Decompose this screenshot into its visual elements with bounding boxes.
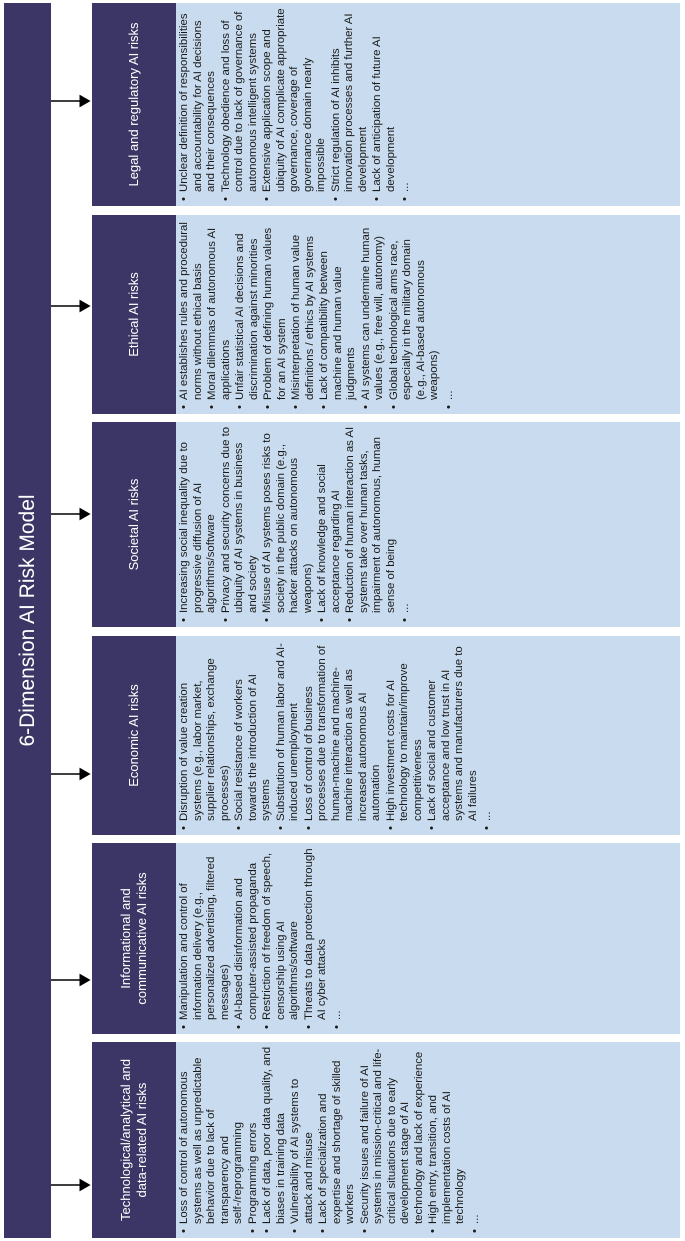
panel-title-informational: Informational and communicative AI risks [92, 843, 176, 1034]
list-item: • Misuse of AI systems poses risks to society in the public domain (e.g., hacker attacks on autonomous weapons) [261, 426, 315, 613]
list-item: • Privacy and security concerns due to ubiquity of AI systems in business and society [220, 426, 261, 613]
list-item: • Misinterpretation of human value definitions / ethics by AI systems [290, 219, 317, 400]
panel-title-legal: Legal and regulatory AI risks [92, 3, 176, 206]
list-item: • Global technological arms race, especially in the military domain (e.g., AI-based autonomous weapons) [388, 219, 442, 400]
list-item: • Programming errors [247, 1046, 261, 1224]
list-item: • Increasing social inequality due to progressive diffusion of AI algorithms/software [178, 426, 219, 613]
list-item: • High investment costs for AI technology to maintain/improve competitiveness [385, 640, 426, 821]
list-item: • Unfair statistical AI decisions and discrimination against minorities [234, 219, 261, 400]
list-item: • ... [469, 1046, 483, 1224]
list-item: • Technology obedience and loss of control due to lack of governance of autonomous intelligent systems [220, 7, 261, 192]
panel-title-ethical: Ethical AI risks [92, 215, 176, 414]
risk-list-legal [178, 3, 414, 206]
list-item: • Threats to data protection through AI cyber attacks [303, 847, 330, 1020]
list-item: • Problem of defining human values for an AI system [262, 219, 289, 400]
list-item: • Manipulation and control of information delivery (e.g., personalized advertising, filtered messages) [178, 847, 232, 1020]
list-item: • Strict regulation of AI inhibits innovation processes and further AI development [330, 7, 371, 192]
list-item: • AI-based disinformation and computer-assisted propaganda [233, 847, 260, 1020]
panel-economic [92, 636, 680, 835]
list-item: • Moral dilemmas of autonomous AI applications [206, 219, 233, 400]
list-item: • Substitution of human labor and AI-induced unemployment [275, 640, 302, 821]
list-item: • Loss of control of business processes due to transformation of human-machine and machine-machine interaction as well as increased autonomous AI automation [303, 640, 384, 821]
risk-list-informational [178, 843, 345, 1034]
list-item: • Disruption of value creation systems (e.g., labor market, supplier relationships, exchange processes) [178, 640, 232, 821]
list-item: • Security issues and failure of AI systems in mission-critical and life-critical situations due to early development stage of AI technology and lack of experience [359, 1046, 427, 1224]
list-item: • ... [399, 7, 413, 192]
panel-technological [92, 1042, 680, 1238]
list-item: • AI systems can undermine human values (e.g., free will, autonomy) [360, 219, 387, 400]
panel-ethical [92, 215, 680, 414]
risk-list-societal [178, 422, 414, 627]
list-item: • Lack of compatibility between machine and human value judgments [318, 219, 359, 400]
list-item: • Loss of control of autonomous systems as well as unpredictable behavior due to lack of transparency and self-/reprogramming [178, 1046, 246, 1224]
panel-title-economic: Economic AI risks [92, 636, 176, 835]
list-item: • ... [443, 219, 457, 400]
list-item: • Social resistance of workers towards the introduction of AI systems [233, 640, 274, 821]
risk-list-economic [178, 636, 496, 835]
panel-informational [92, 843, 680, 1034]
list-item: • ... [399, 426, 413, 613]
list-item: • Unclear definition of responsibilities and accountability for AI decisions and their consequences [178, 7, 219, 192]
list-item: • High entry, transition, and implementation costs of AI technology [427, 1046, 468, 1224]
list-item: • ... [481, 640, 495, 821]
list-item: • Lack of specialization and expertise and shortage of skilled workers [317, 1046, 358, 1224]
list-item: • Lack of social and customer acceptance and low trust in AI systems and manufacturers due to AI failures [426, 640, 480, 821]
list-item: • Lack of anticipation of future AI development [371, 7, 398, 192]
panel-title-societal: Societal AI risks [92, 422, 176, 627]
list-item: • Lack of knowledge and social acceptance regarding AI [316, 426, 343, 613]
risk-list-technological [178, 1042, 483, 1238]
panel-legal [92, 3, 680, 206]
panel-title-technological: Technological/analytical and data-related AI risks [92, 1042, 176, 1238]
list-item: • ... [331, 847, 345, 1020]
list-item: • Reduction of human interaction as AI systems take over human tasks, impairment of autonomous, human sense of being [344, 426, 398, 613]
model-title: 6-Dimension AI Risk Model [4, 3, 51, 1238]
list-item: • Extensive application scope and ubiquity of AI complicate appropriate governance, coverage of governance domain nearly impossible [261, 7, 329, 192]
list-item: • AI establishes rules and procedural norms without ethical basis [178, 219, 205, 400]
list-item: • Restriction of freedom of speech, censorship using AI algorithms/software [261, 847, 302, 1020]
panel-societal [92, 422, 680, 627]
list-item: • Lack of data, poor data quality, and biases in training data [261, 1046, 288, 1224]
list-item: • Vulnerability of AI systems to attack and misuse [289, 1046, 316, 1224]
risk-list-ethical [178, 215, 457, 414]
